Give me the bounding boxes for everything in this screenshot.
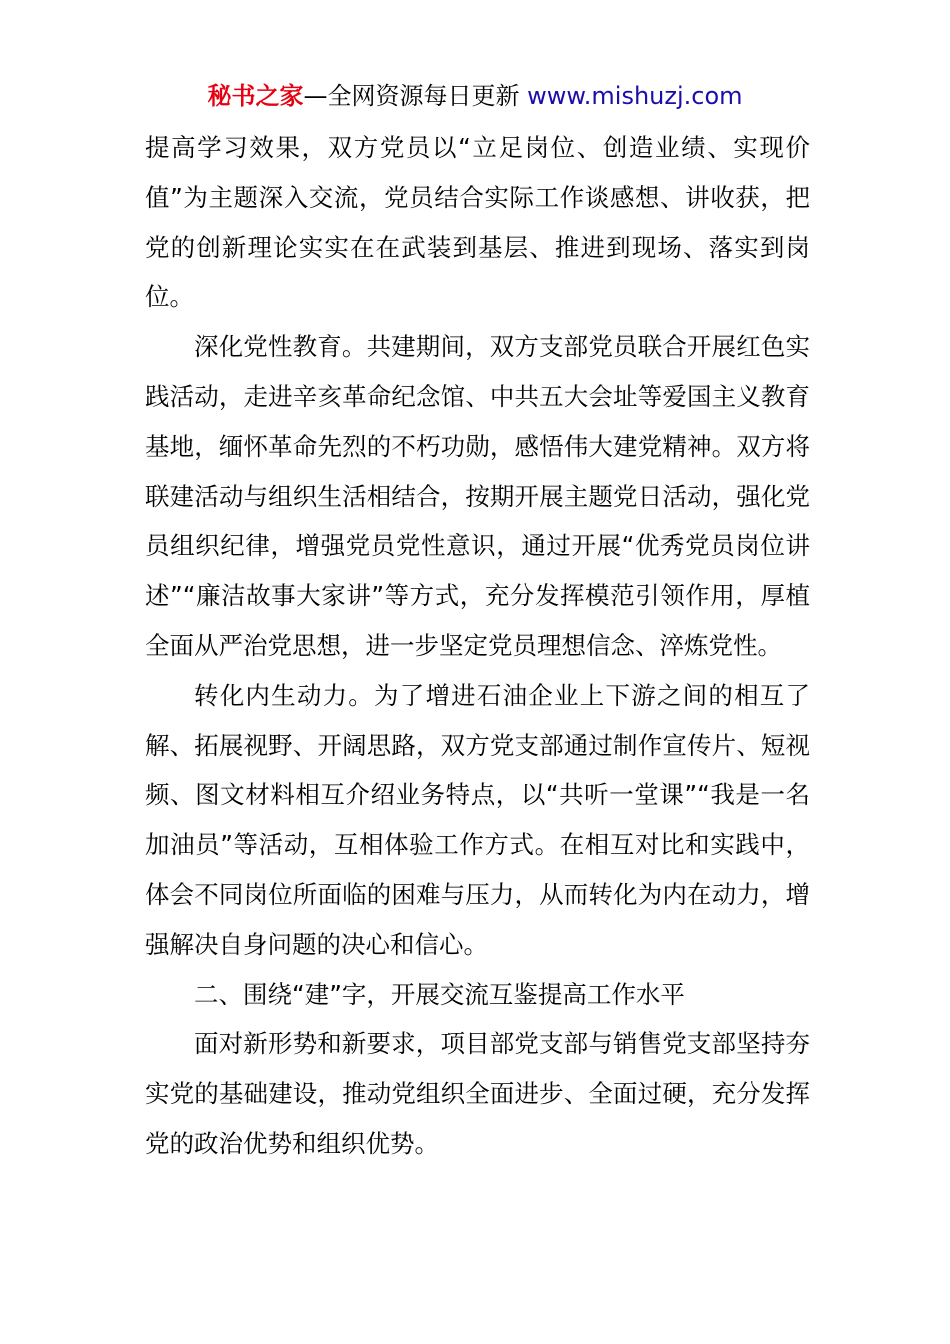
section-heading: 二、围绕“建”字，开展交流互鉴提高工作水平 <box>194 979 685 1009</box>
paragraph-new-situation: 面对新形势和新要求，项目部党支部与销售党支部坚持夯实党的基础建设，推动党组织全面进步、全面过硬，充分发挥党的政治优势和组织优势。 <box>145 1029 810 1158</box>
header-tagline: —全网资源每日更新 <box>303 82 520 110</box>
header-url-link[interactable]: www.mishuzj.com <box>527 82 743 110</box>
paragraph-internal-motivation: 转化内生动力。为了增进石油企业上下游之间的相互了解、拓展视野、开阔思路，双方党支部通过制作宣传片、短视频、图文材料相互介绍业务特点，以“共听一堂课”“我是一名加油员”等活动，互相体验工作方式。在相互对比和实践中，体会不同岗位所面临的困难与压力，从而转化为内在动力，增强解决自身问题的决心和信心。 <box>145 680 810 959</box>
page-header <box>0 80 950 112</box>
paragraph-party-education: 深化党性教育。共建期间，双方支部党员联合开展红色实践活动，走进辛亥革命纪念馆、中共五大会址等爱国主义教育基地，缅怀革命先烈的不朽功勋，感悟伟大建党精神。双方将联建活动与组织生活相结合，按期开展主题党日活动，强化党员组织纪律，增强党员党性意识，通过开展“优秀党员岗位讲述”“廉洁故事大家讲”等方式，充分发挥模范引领作用，厚植全面从严治党思想，进一步坚定党员理想信念、淬炼党性。 <box>145 332 810 660</box>
document-body <box>145 123 810 1169</box>
brand-name: 秘书之家 <box>207 82 304 110</box>
paragraph-continuation: 提高学习效果，双方党员以“立足岗位、创造业绩、实现价值”为主题深入交流，党员结合实际工作谈感想、讲收获，把党的创新理论实实在在武装到基层、推进到现场、落实到岗位。 <box>145 133 810 312</box>
